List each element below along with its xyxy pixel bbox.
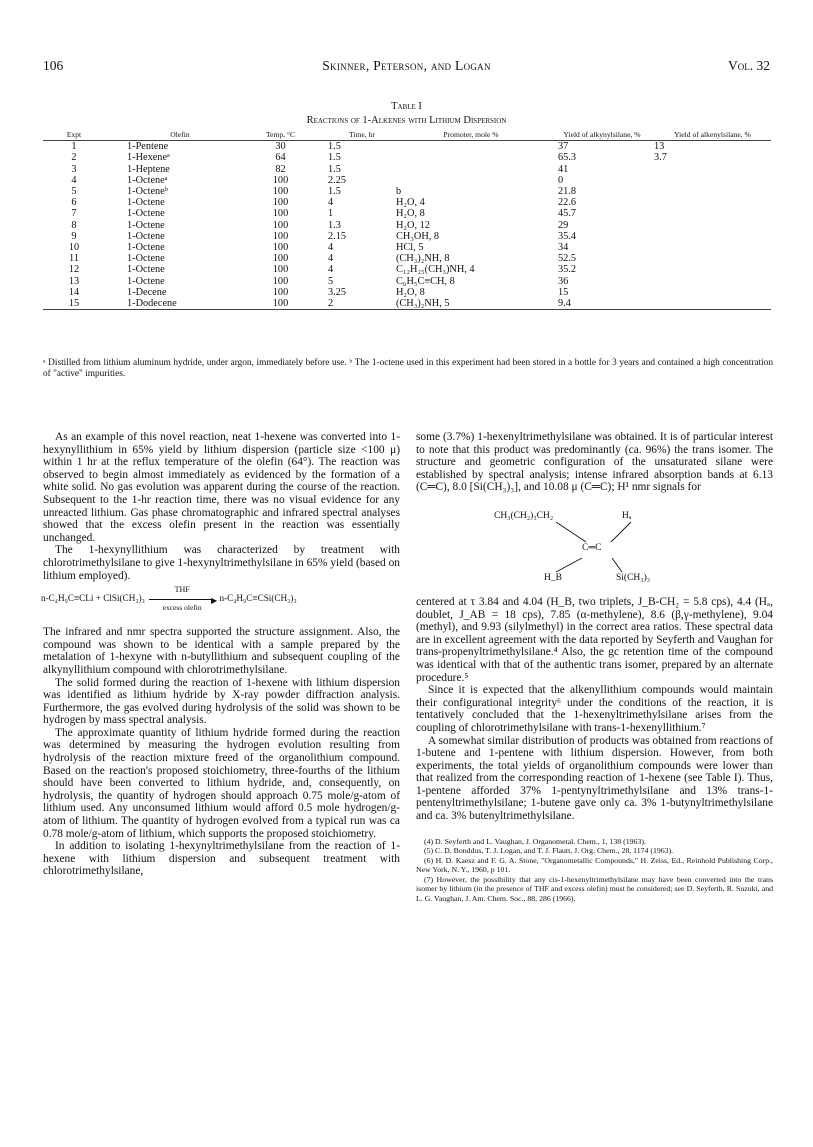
table-row bbox=[43, 231, 771, 242]
table-row bbox=[43, 186, 771, 197]
reference: (6) H. D. Kaesz and F. G. A. Stone, "Organometallic Compounds," H. Zeiss, Ed., Reinhold Publishing Corp., New York, N. Y., 1960, p 101. bbox=[416, 855, 773, 875]
table-cell: 15 bbox=[43, 298, 105, 310]
table-cell: 15 bbox=[558, 286, 569, 298]
table-cell: 100 bbox=[272, 197, 289, 209]
table-cell: 4 bbox=[328, 197, 334, 209]
table-cell: 6 bbox=[71, 197, 77, 209]
table-cell bbox=[646, 264, 771, 275]
table-cell: 2.15 bbox=[328, 230, 347, 242]
table-cell: 1-Octene bbox=[127, 253, 165, 265]
col-header: Yield of alkenylsilane, % bbox=[646, 131, 771, 141]
structure-substituent-bottom-left: H_B bbox=[544, 572, 562, 583]
right-column bbox=[416, 431, 773, 903]
table-cell: 1-Octene bbox=[127, 264, 165, 276]
structure-substituent-bottom-right: Si(CH₃)₃ bbox=[616, 572, 651, 583]
table-label: Table I bbox=[391, 101, 422, 112]
table-cell: C₁₂H₂₅(CH₃)NH, 4 bbox=[396, 264, 475, 276]
paragraph: The approximate quantity of lithium hydride formed during the reaction was determined by measuring the hydrogen evolution resulting from hydrolysis of the reaction mixture freed of the organolithium compound. Based on the reaction's proposed stoichiometry, three-fourths of the lithium should have been converted to lithium hydride, and, consequently, on hydrolysis, the quantity of hydrogen should approach 0.75 mole/g-atom of lithium used. Any unconsumed lithium would afford 0.5 mole hydrogen/g-atom of lithium. The quantity of hydrogen evolved from a typical run was ca 0.78 mole/g-atom of lithium, which supports the proposed stoichiometry. bbox=[43, 726, 400, 840]
table-row bbox=[43, 264, 771, 275]
table-cell bbox=[396, 141, 546, 153]
paragraph: The 1-hexynyllithium was characterized by treatment with chlorotrimethylsilane to give 1-hexynyltrimethylsilane in 65% yield (based on lithium employed). bbox=[43, 544, 400, 582]
table-cell: 100 bbox=[272, 230, 289, 242]
table-cell: 2 bbox=[71, 152, 77, 164]
table-cell: 1.5 bbox=[328, 163, 341, 175]
table-cell: C₆H₅C≡CH, 8 bbox=[396, 275, 455, 287]
table-cell: 22.6 bbox=[558, 197, 577, 209]
table-cell: 41 bbox=[558, 163, 569, 175]
table-cell bbox=[396, 175, 546, 186]
table-cell: 34 bbox=[558, 242, 569, 254]
table-cell: 30 bbox=[275, 141, 286, 153]
page-number: 106 bbox=[43, 58, 64, 73]
table-cell bbox=[646, 242, 771, 253]
paragraph: Since it is expected that the alkenyllithium compounds would maintain their configurational integrity⁶ under the conditions of the reaction, it is tentatively concluded that the 1-hexenyltrimethylsilane arises from the coupling of chlorotrimethylsilane with trans-1-hexenyllithium.⁷ bbox=[416, 684, 773, 734]
table-cell: 1-Dodecene bbox=[105, 298, 233, 310]
volume-label: Vol. 32 bbox=[728, 58, 770, 73]
table-cell: 52.5 bbox=[558, 253, 577, 265]
reactions-table bbox=[43, 131, 771, 310]
table-cell: 100 bbox=[272, 174, 289, 186]
table-cell: 45.7 bbox=[558, 208, 577, 220]
table-cell bbox=[646, 186, 771, 197]
col-header: Promoter, mole % bbox=[396, 131, 546, 141]
reference: (5) C. D. Bonddus, T. J. Logan, and T. J. Flautt, J. Org. Chem., 28, 1174 (1963). bbox=[424, 846, 674, 856]
table-cell: 4 bbox=[71, 174, 77, 186]
page-header bbox=[43, 58, 770, 78]
table-row bbox=[43, 175, 771, 186]
structure-substituent-top-left: CH₃(CH₂)₃CH₂ bbox=[494, 510, 554, 521]
table-cell: (CH₃)₂NH, 5 bbox=[396, 298, 546, 310]
table-cell: 4 bbox=[328, 264, 334, 276]
table-cell: 3.7 bbox=[654, 152, 667, 164]
table-cell: 35.2 bbox=[558, 264, 577, 276]
table-row bbox=[43, 152, 771, 163]
table-cell: b bbox=[396, 186, 402, 198]
table-cell: 100 bbox=[272, 275, 289, 287]
table-cell: 5 bbox=[71, 186, 77, 198]
table-cell: 13 bbox=[68, 275, 80, 287]
table-cell: 3.25 bbox=[328, 286, 347, 298]
table-cell: 100 bbox=[272, 242, 289, 254]
table-body bbox=[43, 141, 771, 310]
table-row bbox=[43, 164, 771, 175]
table-cell bbox=[646, 253, 771, 264]
table-cell: 1 bbox=[71, 141, 77, 153]
table-cell: 100 bbox=[272, 186, 289, 198]
table-cell: (CH₃)₂NH, 8 bbox=[396, 253, 450, 265]
table-cell: 36 bbox=[558, 275, 569, 287]
table-cell: 100 bbox=[272, 264, 289, 276]
table-caption: Reactions of 1-Alkenes with Lithium Dispersion bbox=[306, 115, 507, 126]
table-cell: 35.4 bbox=[558, 230, 577, 242]
reference: (4) D. Seyferth and L. Vaughan, J. Organometal. Chem., 1, 138 (1963). bbox=[424, 836, 646, 846]
table-cell: 1.5 bbox=[328, 152, 341, 164]
paragraph: In addition to isolating 1-hexynyltrimethylsilane from the reaction of 1-hexene with lithium dispersion and subsequent treatment with chlorotrimethylsilane, bbox=[43, 840, 400, 878]
table-cell bbox=[646, 287, 771, 298]
table-cell: 100 bbox=[272, 253, 289, 265]
table-cell: 1-Decene bbox=[127, 286, 167, 298]
running-title: Skinner, Peterson, and Logan bbox=[322, 58, 491, 73]
table-cell: 65.3 bbox=[558, 152, 577, 164]
table-cell bbox=[646, 231, 771, 242]
table-row bbox=[43, 197, 771, 208]
table-cell: H₂O, 8 bbox=[396, 208, 425, 220]
table-cell: 8 bbox=[71, 219, 77, 231]
paragraph: The solid formed during the reaction of 1-hexene with lithium dispersion was identified as lithium hydride by X-ray powder diffraction analysis. Furthermore, the gas evolved during hydrolysis of the solid was shown to be hydrogen by mass spectral analysis. bbox=[43, 676, 400, 727]
table-cell: 1-Heptene bbox=[127, 163, 170, 175]
table-cell: 1.5 bbox=[328, 186, 341, 198]
table-row bbox=[43, 208, 771, 219]
table-cell: H₂O, 8 bbox=[396, 286, 425, 298]
paragraph: A somewhat similar distribution of products was obtained from reactions of 1-butene and 1-pentene with lithium dispersion. However, from both experiments, the total yields of organolithium compounds were lower than that realized from the corresponding reaction of 1-hexene (see Table I). Thus, 1-pentene afforded 37% 1-pentynyltrimethylsilane and 13% trans-1-pentenyltrimethylsilane; 1-butene gave only ca. 3% 1-butynyltrimethylsilane and ca. 3% butenyltrimethylsilane. bbox=[416, 734, 773, 823]
table-cell bbox=[646, 276, 771, 287]
reaction-equation bbox=[41, 585, 400, 614]
paragraph: centered at τ 3.84 and 4.04 (H_B, two triplets, J_B-CH₂ = 5.8 cps), 4.4 (Hₐ, doublet, J_AB = 18 cps), 7.85 (α-methylene), 8.6 (β,γ-methylene), 9.04 (methyl), and 9.93 (silylmethyl) in the correct area ratios. These spectral data are in excellent agreement with the data reported by Seyferth and Vaughan for trans-propenyltrimethylsilane.⁴ Also, the gc retention time of the compound was identical with that of the authentic trans isomer, prepared by an alternate procedure.⁵ bbox=[416, 595, 773, 684]
table-cell: 14 bbox=[68, 286, 80, 298]
left-column bbox=[43, 431, 400, 878]
table-cell: 4 bbox=[328, 242, 334, 254]
references bbox=[416, 837, 773, 904]
arrow-condition-excess: excess olefin bbox=[162, 603, 202, 613]
table-cell: 1-Octene bbox=[127, 275, 165, 287]
equation-product: n-C₄H₉C≡CSi(CH₃)₃ bbox=[219, 593, 297, 604]
table-cell: 1-Octene bbox=[127, 197, 165, 209]
table-footnote: ᵃ Distilled from lithium aluminum hydride, under argon, immediately before use. ᵇ The 1-octene used in this experiment had been stored in a bottle for 3 years and contained a high concentration of "active" impurities. bbox=[43, 358, 773, 379]
table-cell bbox=[396, 152, 546, 163]
table-cell: 1-Octeneᵇ bbox=[127, 186, 168, 198]
table-cell bbox=[646, 208, 771, 219]
table-cell: 100 bbox=[272, 219, 289, 231]
table-cell: 1 bbox=[328, 208, 334, 220]
table-cell: 100 bbox=[233, 298, 328, 310]
table-cell: 1-Octene bbox=[127, 208, 165, 220]
table-cell: 1-Pentene bbox=[127, 141, 169, 153]
table-header-row bbox=[43, 131, 771, 141]
table-cell bbox=[646, 220, 771, 231]
table-cell: 10 bbox=[68, 242, 80, 254]
table-cell: 2 bbox=[328, 298, 396, 310]
table-cell: 1-Octene bbox=[127, 219, 165, 231]
table-cell: CH₃OH, 8 bbox=[396, 230, 440, 242]
table-row bbox=[43, 287, 771, 298]
paragraph: The infrared and nmr spectra supported the structure assignment. Also, the compound was shown to be identical with a sample prepared by the metalation of 1-hexyne with n-butyllithium and subsequent coupling of the alkynyllithium compound with chlorotrimethylsilane. bbox=[43, 626, 400, 676]
table-row bbox=[43, 298, 771, 310]
structure-substituent-top-right: Hₐ bbox=[622, 510, 632, 521]
table-cell: 11 bbox=[69, 253, 79, 265]
table-cell: 1-Hexeneᵃ bbox=[127, 152, 170, 164]
table-cell: HCl, 5 bbox=[396, 242, 424, 254]
table-cell: 21.8 bbox=[558, 186, 577, 198]
paragraph: As an example of this novel reaction, neat 1-hexene was converted into 1-hexynyllithium in 65% yield by lithium dispersion (particle size <100 μ) within 1 hr at the reflux temperature of the olefin (64°). The reaction was observed to begin almost immediately as evidenced by the formation of a white solid. No gas evolution was apparent during the course of the reaction. Subsequent to the 1-hr reaction time, there was no visual evidence for any unreacted lithium. Gas phase chromatographic and infrared spectral analyses showed that the excess olefin present in the reaction was essentially unchanged. bbox=[43, 431, 400, 544]
col-header: Time, hr bbox=[328, 131, 396, 141]
table-cell: 4 bbox=[328, 253, 334, 265]
table-row bbox=[43, 242, 771, 253]
paragraph: some (3.7%) 1-hexenyltrimethylsilane was obtained. It is of particular interest to note that this product was predominantly (ca. 96%) the trans isomer. The structure and geometric configuration of the unsaturated silane were established by spectral analysis; intense infrared absorption bands at 6.13 (C═C), 8.0 [Si(CH₃)₃], and 10.08 μ (C═C); H¹ nmr signals for bbox=[416, 431, 773, 494]
table-cell: 100 bbox=[272, 208, 289, 220]
table-cell bbox=[646, 164, 771, 175]
table-cell bbox=[646, 298, 771, 310]
table-cell bbox=[646, 197, 771, 208]
table-cell bbox=[646, 175, 771, 186]
table-cell: 12 bbox=[68, 264, 80, 276]
table-cell bbox=[396, 164, 546, 175]
reaction-arrow: THF ▶ excess olefin bbox=[147, 594, 217, 604]
structure-double-bond: C═C bbox=[582, 542, 602, 553]
table-cell: 5 bbox=[328, 275, 334, 287]
table-cell: 9.4 bbox=[546, 298, 646, 310]
alkenylsilane-structure bbox=[416, 500, 773, 590]
table-cell: 3 bbox=[71, 163, 77, 175]
arrow-condition-solvent: THF bbox=[174, 585, 190, 595]
table-cell: H₂O, 4 bbox=[396, 197, 425, 209]
table-cell: 1-Octene bbox=[127, 242, 165, 254]
equation-reactants: n-C₄H₉C≡CLi + ClSi(CH₃)₃ bbox=[41, 593, 145, 604]
table-row bbox=[43, 253, 771, 264]
table-cell: 1.3 bbox=[328, 219, 341, 231]
table-cell: H₂O, 12 bbox=[396, 219, 430, 231]
table-cell: 29 bbox=[558, 219, 569, 231]
table-row bbox=[43, 276, 771, 287]
table-cell: 64 bbox=[275, 152, 286, 164]
table-cell: 2.25 bbox=[328, 174, 347, 186]
col-header: Expt bbox=[43, 131, 105, 141]
table-cell: 0 bbox=[558, 174, 564, 186]
table-row bbox=[43, 141, 771, 153]
table-cell: 82 bbox=[275, 163, 286, 175]
reference: (7) However, the possibility that any cis-1-hexenyltrimethylsilane may have been converted into the trans isomer by lithium (in the presence of THF and excess olefin) must be considered; see D. Seyferth, R. Suzuki, and L. G. Vaughan, J. Am. Chem. Soc., 88, 286 (1966). bbox=[416, 874, 773, 903]
col-header: Temp, °C bbox=[233, 131, 328, 141]
table-cell: 1-Octene bbox=[127, 230, 165, 242]
table-cell: 9 bbox=[71, 230, 77, 242]
table-cell: 37 bbox=[558, 141, 569, 153]
col-header: Yield of alkynylsilane, % bbox=[546, 131, 646, 141]
table-cell: 1-Octeneᵃ bbox=[127, 174, 168, 186]
table-cell: 1.5 bbox=[328, 141, 341, 153]
table-cell: 13 bbox=[654, 141, 665, 153]
col-header: Olefin bbox=[105, 131, 233, 141]
table-cell: 7 bbox=[71, 208, 77, 220]
table-row bbox=[43, 220, 771, 231]
table-cell: 100 bbox=[272, 286, 289, 298]
